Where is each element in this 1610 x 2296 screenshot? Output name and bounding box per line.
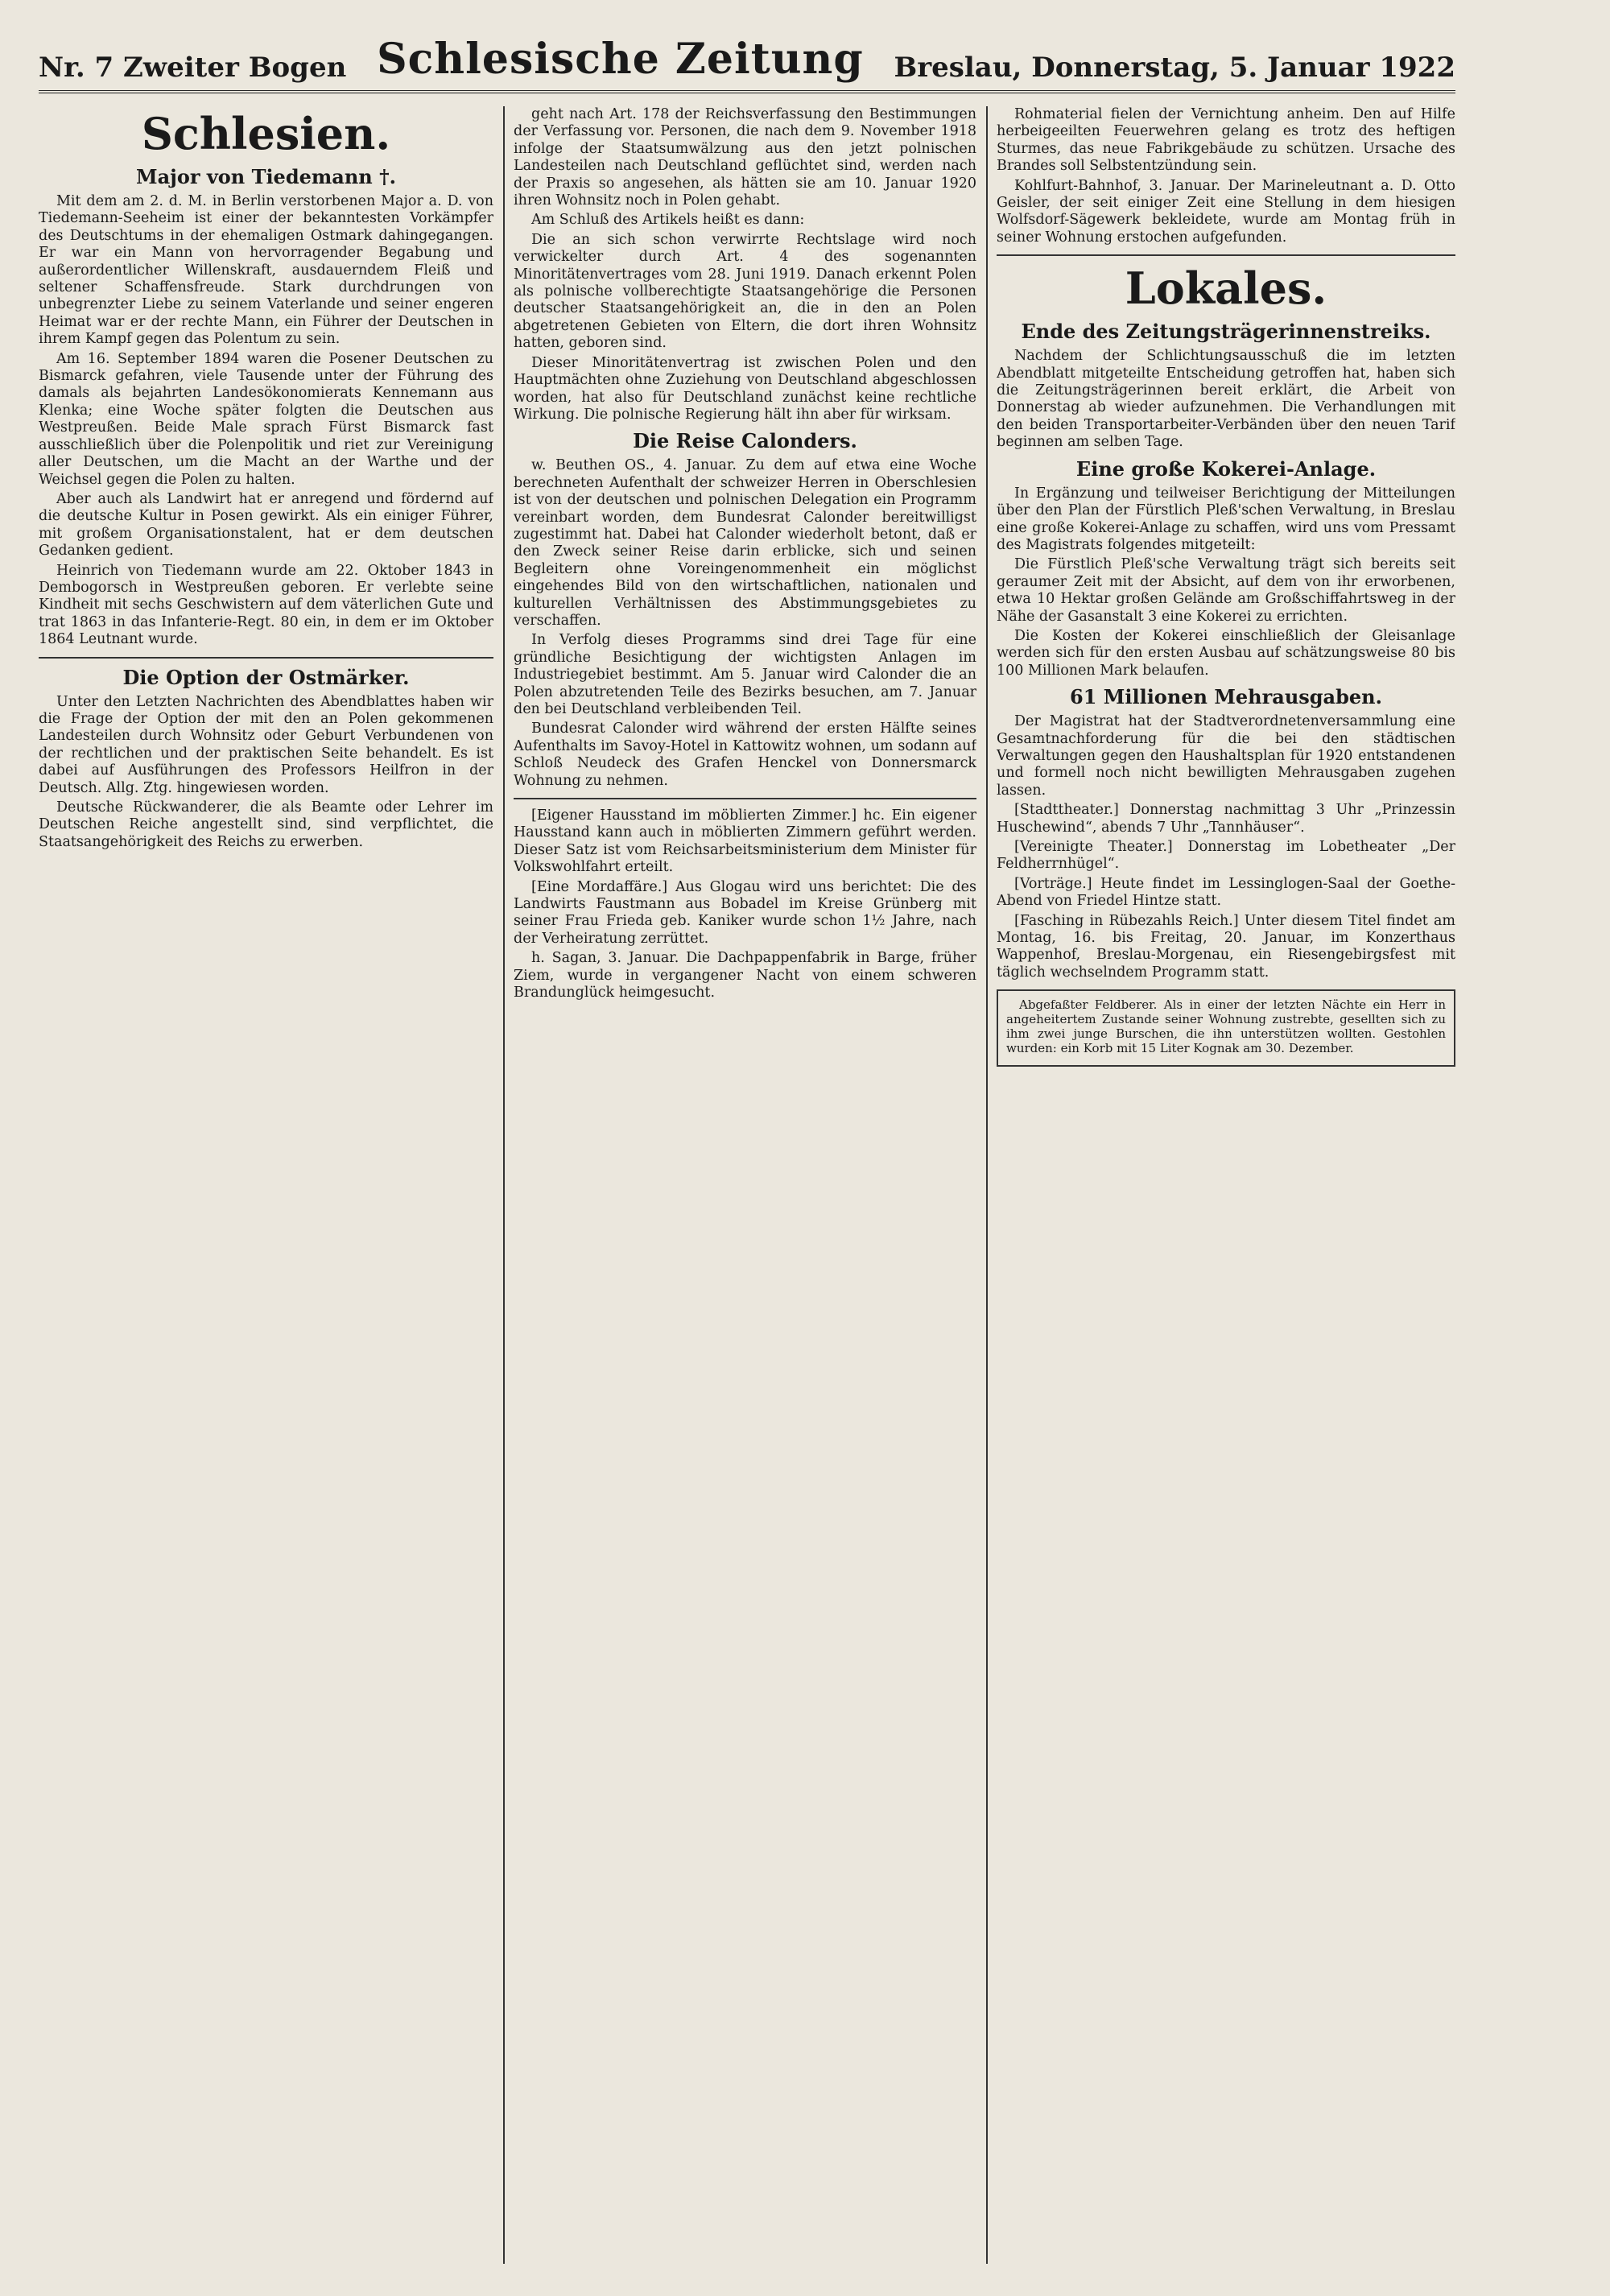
paragraph: Heinrich von Tiedemann wurde am 22. Oktober 1843 in Dembogorsch in Westpreußen geboren. Er verlebte seine Kindheit mit sechs Geschwistern auf dem väterlichen Gute und trat 1863 in das Infanterie-Regt. 80 ein, in dem er im Oktober 1864 Leutnant wurde.	[39, 562, 493, 648]
column-rule	[986, 106, 988, 2264]
paragraph: Am 16. September 1894 waren die Posener Deutschen zu Bismarck gefahren, viele Tausende unter der Führung des damals als bejahrten Landesökonomierats Kennemann aus Klenka; eine Woche später folgten die Deutschen aus Westpreußen. Beide Male sprach Fürst Bismarck fast ausschließlich über die Polenpolitik und riet zur Vereinigung aller Deutschen, um die Macht an der Warthe und der Weichsel gegen die Polen zu halten.	[39, 350, 493, 488]
paragraph: Abgefaßter Feldberer. Als in einer der letzten Nächte ein Herr in angeheitertem Zustande seiner Wohnung zustrebte, gesellten sich zu ihm zwei junge Burschen, die ihn unterstützen wollten. Gestohlen wurden: ein Korb mit 15 Liter Kognak am 30. Dezember.	[1006, 997, 1446, 1056]
issue-number: Nr. 7 Zweiter Bogen	[39, 52, 347, 84]
paragraph: Unter den Letzten Nachrichten des Abendblattes haben wir die Frage der Option der mit den an Polen gekommenen Landesteilen durch Wohnsitz oder Geburt Verbundenen von der rechtlichen und der praktischen Seite behandelt. Es ist dabei auf Ausführungen des Professors Heilfron in der Deutsch. Allg. Ztg. hingewiesen worden.	[39, 693, 493, 796]
column-3	[997, 106, 1455, 2264]
paragraph: Bundesrat Calonder wird während der ersten Hälfte seines Aufenthalts im Savoy-Hotel in Kattowitz wohnen, um sodann auf Schloß Neudeck des Grafen Henckel von Donnersmarck Wohnung zu nehmen.	[514, 721, 976, 789]
paragraph: Aber auch als Landwirt hat er anregend und fördernd auf die deutsche Kultur in Posen gewirkt. Als ein einiger Führer, mit großem Organisationstalent, hat er dem deutschen Gedanken gedient.	[39, 490, 493, 560]
paragraph: Nachdem der Schlichtungsausschuß die im letzten Abendblatt mitgeteilte Entscheidung getroffen hat, haben sich die Zeitungsträgerinnen bereit erklärt, die Arbeit von Donnerstag ab wieder aufzunehmen. Die Verhandlungen mit den beiden Transportarbeiter-Verbänden über den neuen Tarif beginnen am selben Tage.	[997, 348, 1455, 451]
column-1	[39, 106, 493, 2264]
paragraph: [Vorträge.] Heute findet im Lessinglogen-Saal der Goethe-Abend von Friedel Hintze statt.	[997, 875, 1455, 910]
paragraph: In Verfolg dieses Programms sind drei Tage für eine gründliche Besichtigung der wichtigsten Anlagen im Industriegebiet bestimmt. Am 5. Januar wird Calonder die an Polen abzutretenden Teile des Bezirks besuchen, am 7. Januar den bei Deutschland verbleibenden Teil.	[514, 632, 976, 717]
paragraph: h. Sagan, 3. Januar. Die Dachpappenfabrik in Barge, früher Ziem, wurde in vergangener Nacht von einem schweren Brandunglück heimgesucht.	[514, 950, 976, 1001]
paragraph: Dieser Minoritätenvertrag ist zwischen Polen und den Hauptmächten ohne Zuziehung von Deutschland abgeschlossen worden, hat also für Deutschland zunächst keine rechtliche Wirkung. Die polnische Regierung hält ihn aber für wirksam.	[514, 354, 976, 423]
paragraph: Deutsche Rückwanderer, die als Beamte oder Lehrer im Deutschen Reiche angestellt sind, sind verpflichtet, die Staatsangehörigkeit des Reichs zu erwerben.	[39, 799, 493, 850]
article-heading: Eine große Kokerei-Anlage.	[1075, 456, 1377, 481]
paragraph: Der Magistrat hat der Stadtverordnetenversammlung eine Gesamtnachforderung für die bei den städtischen Verwaltungen gegen den Haushaltsplan für 1920 entstandenen und formell noch nicht bewilligten Mehrausgaben zugehen lassen.	[997, 713, 1455, 799]
paragraph: [Vereinigte Theater.] Donnerstag im Lobetheater „Der Feldherrnhügel“.	[997, 839, 1455, 873]
article-heading: Major von Tiedemann †.	[136, 165, 396, 188]
article-heading: Die Reise Calonders.	[633, 429, 857, 453]
paragraph: Mit dem am 2. d. M. in Berlin verstorbenen Major a. D. von Tiedemann-Seeheim ist einer der bekanntesten Vorkämpfer des Deutschtums in der ehemaligen Ostmark dahingegangen. Er war ein Mann von hervorragender Begabung und außerordentlicher Willenskraft, ausdauerndem Fleiß und seltener Schaffensfreude. Stark durchdrungen von unbegrenzter Liebe zu seinem Vaterlande und seiner engeren Heimat war er der rechte Mann, ein Führer der Deutschen in ihrem Kampf gegen das Polentum zu sein.	[39, 193, 493, 348]
paragraph: Die Kosten der Kokerei einschließlich der Gleisanlage werden sich für den ersten Ausbau auf schätzungsweise 80 bis 100 Millionen Mark belaufen.	[997, 627, 1455, 679]
paragraph: Die an sich schon verwirrte Rechtslage wird noch verwickelter durch Art. 4 des sogenannten Minoritätenvertrages vom 28. Juni 1919. Danach erkennt Polen als polnische vollberechtigte Staatsangehörige die Personen deutscher Staatsangehörigkeit an, die in den an Polen abgetretenen Gebieten von Eltern, die dort ihren Wohnsitz hatten, geboren sind.	[514, 231, 976, 352]
paragraph: Die Fürstlich Pleß'sche Verwaltung trägt sich bereits seit geraumer Zeit mit der Absicht, auf dem von ihr erworbenen, etwa 10 Hektar großen Gelände am Großschiffahrtsweg in der Nähe der Gasanstalt 3 eine Kokerei zu errichten.	[997, 556, 1455, 625]
article-heading: Die Option der Ostmärker.	[122, 665, 410, 689]
paragraph: [Eine Mordaffäre.] Aus Glogau wird uns berichtet: Die des Landwirts Faustmann aus Bobadel im Kreise Grünberg mit seiner Frau Frieda geb. Kaniker wurde schon 1½ Jahre, nach der Verheiratung zerrüttet.	[514, 878, 976, 947]
column-2	[514, 106, 976, 2264]
paragraph: Am Schluß des Artikels heißt es dann:	[531, 212, 805, 229]
dateline: Breslau, Donnerstag, 5. Januar 1922	[894, 52, 1455, 84]
paragraph: In Ergänzung und teilweiser Berichtigung der Mitteilungen über den Plan der Fürstlich Pleß'schen Verwaltung, in Breslau eine große Kokerei-Anlage zu schaffen, wird uns vom Pressamt des Magistrats folgendes mitgeteilt:	[997, 485, 1455, 553]
paragraph: w. Beuthen OS., 4. Januar. Zu dem auf etwa eine Woche berechneten Aufenthalt der schweizer Herren in Oberschlesien ist von der deutschen und polnischen Delegation ein Programm vereinbart worden, dem Bundesrat Calonder bereitwilligst zugestimmt hat. Dabei hat Calonder wiederholt betont, daß er den Zweck seiner Reise darin erblicke, sich und seinen Begleitern ohne Voreingenommenheit ein möglichst eingehendes Bild von den wirtschaftlichen, nationalen und kulturellen Verhältnissen des Abstimmungsgebietes zu verschaffen.	[514, 457, 976, 629]
paragraph: Rohmaterial fielen der Vernichtung anheim. Den auf Hilfe herbeigeeilten Feuerwehren gelang es trotz des heftigen Sturmes, das neue Fabrikgebäude zu schützen. Ursache des Brandes soll Selbstentzündung sein.	[997, 106, 1455, 175]
newspaper-title: Schlesische Zeitung	[377, 35, 864, 84]
paragraph: geht nach Art. 178 der Reichsverfassung den Bestimmungen der Verfassung vor. Personen, die nach dem 9. November 1918 infolge der Staatsumwälzung aus den jetzt polnischen Landesteilen nach Deutschland geflüchtet sind, werden nach der Praxis so angesehen, als hätten sie am 10. Januar 1920 ihren Wohnsitz noch in Polen gehabt.	[514, 106, 976, 209]
paragraph: [Fasching in Rübezahls Reich.] Unter diesem Titel findet am Montag, 16. bis Freitag, 20. Januar, im Konzerthaus Wappenhof, Breslau-Morgenau, ein Riesengebirgsfest mit täglich wechselndem Programm statt.	[997, 912, 1455, 981]
newspaper-page	[39, 29, 1455, 2267]
divider	[997, 254, 1455, 256]
divider	[39, 657, 493, 659]
section-heading: Schlesien.	[141, 108, 391, 159]
column-rule	[503, 106, 505, 2264]
article-heading: Ende des Zeitungsträgerinnenstreiks.	[1021, 320, 1431, 344]
masthead	[39, 29, 1455, 93]
section-heading: Lokales.	[1125, 262, 1327, 315]
paragraph: Kohlfurt-Bahnhof, 3. Januar. Der Marineleutnant a. D. Otto Geisler, der seit einiger Zeit eine Stellung in dem hiesigen Wolfsdorf-Sägewerk bekleidete, wurde am Montag früh in seiner Wohnung erstochen aufgefunden.	[997, 177, 1455, 246]
paragraph: [Eigener Hausstand im möblierten Zimmer.] hc. Ein eigener Hausstand kann auch in möblierten Zimmern geführt werden. Dieser Satz ist vom Reichsarbeitsministerium dem Minister für Volkswohlfahrt erteilt.	[514, 807, 976, 876]
police-notice	[997, 989, 1455, 1067]
article-heading: 61 Millionen Mehrausgaben.	[1070, 685, 1382, 709]
divider	[514, 798, 976, 799]
paragraph: [Stadttheater.] Donnerstag nachmittag 3 Uhr „Prinzessin Huschewind“, abends 7 Uhr „Tannhäuser“.	[997, 802, 1455, 836]
